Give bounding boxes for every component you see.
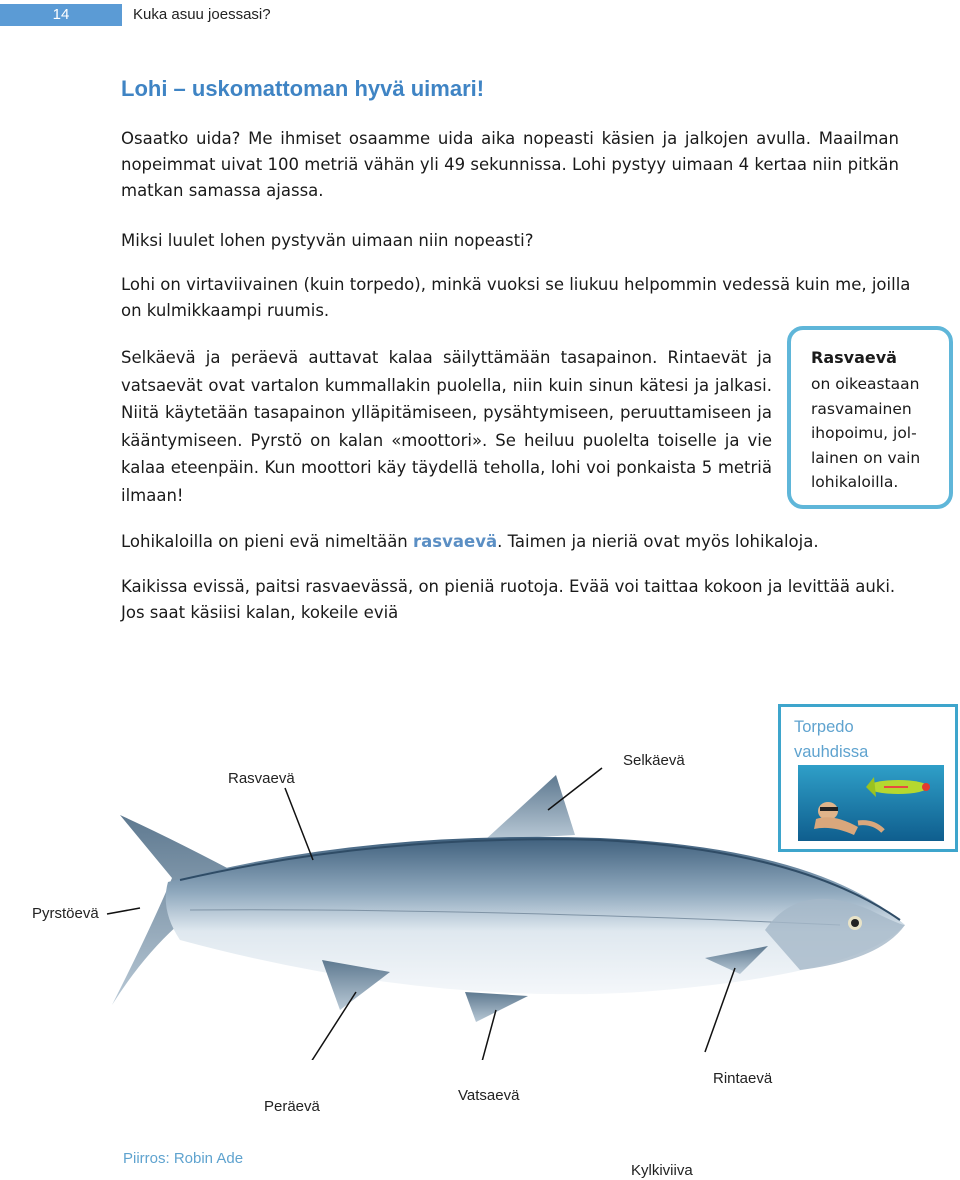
salmon-illustration	[0, 760, 960, 1060]
label-caudal-fin: Pyrstöevä	[32, 905, 99, 922]
torpedo-caption-text: Torpedo vauhdissa	[794, 718, 869, 761]
info-box-body: on oikeastaan rasvamainen ihopoimu, jol-lainen on vain lohikaloilla.	[811, 375, 921, 491]
page-number: 14	[0, 4, 122, 26]
paragraph-bones: Kaikissa evissä, paitsi rasvaevässä, on pieniä ruotoja. Evää voi taittaa kokoon ja levittää auki. Jos saat käsiisi kalan, kokeile eviä	[121, 577, 896, 622]
section-title: Kuka asuu joessasi?	[133, 6, 271, 23]
adipose-fin-term: rasvaevä	[413, 532, 498, 551]
paragraph-fins: Selkäevä ja peräevä auttavat kalaa säilyttämään tasapainon. Rintaevät ja vatsaevät ovat vartalon kummallakin puolella, niin kuin sinun kätesi ja jalkasi. Niitä käytetään tasapainon ylläpitämiseen, pysähtymiseen, peruuttamiseen ja kääntymiseen. Pyrstö on kalan «moottori». Se heiluu puolelta toiselle ja vie kalaa eteenpäin. Kun moottori käy täydellä teholla, lohi voi ponkaista 5 metriä ilmaan!	[121, 348, 772, 505]
info-box-adipose-fin	[787, 326, 953, 509]
label-pelvic-fin: Vatsaevä	[458, 1087, 520, 1104]
paragraph-adipose-text-1: Lohikaloilla on pieni evä nimeltään	[121, 532, 414, 551]
paragraph-adipose-fin	[121, 529, 921, 555]
label-pectoral-fin: Rintaevä	[713, 1070, 773, 1087]
page-header	[0, 0, 960, 30]
paragraph-question: Miksi luulet lohen pystyvän uimaan niin nopeasti?	[121, 231, 534, 250]
paragraph-intro: Osaatko uida? Me ihmiset osaamme uida aika nopeasti käsien ja jalkojen avulla. Maailman nopeimmat uivat 100 metriä vähän yli 49 sekunnissa. Lohi pystyy uimaan 4 kertaa niin pitkän matkan samassa ajassa.	[121, 129, 899, 200]
page-heading: Lohi – uskomattoman hyvä uimari!	[121, 76, 485, 101]
paragraph-streamlined: Lohi on virtaviivainen (kuin torpedo), minkä vuoksi se liukuu helpommin vedessä kuin me, joilla on kulmikkaampi ruumis.	[121, 275, 911, 320]
label-lateral-line: Kylkiviiva	[631, 1162, 693, 1179]
label-adipose-fin: Rasvaevä	[228, 770, 295, 787]
illustration-credit: Piirros: Robin Ade	[123, 1150, 244, 1167]
paragraph-adipose-text-2: . Taimen ja nieriä ovat myös lohikaloja.	[497, 532, 819, 551]
torpedo-caption	[794, 715, 884, 765]
info-box-title: Rasvaevä	[811, 348, 897, 367]
label-anal-fin: Peräevä	[264, 1098, 320, 1115]
label-dorsal-fin: Selkäevä	[623, 752, 685, 769]
